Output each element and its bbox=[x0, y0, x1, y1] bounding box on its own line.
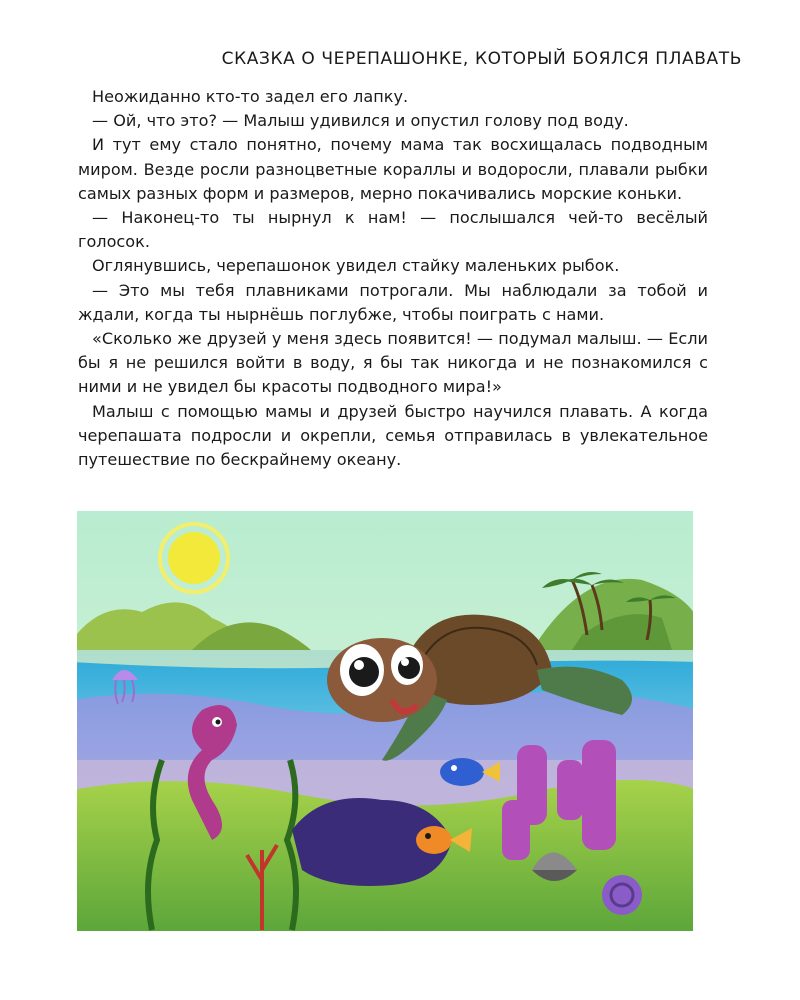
paragraph: — Это мы тебя плавниками потрогали. Мы наблюдали за тобой и ждали, когда ты нырнёшь поглубже, чтобы поиграть с нами. bbox=[78, 280, 708, 324]
illustration-svg bbox=[62, 500, 706, 938]
story-text bbox=[78, 85, 708, 472]
snail-shell bbox=[602, 875, 642, 915]
paragraph: И тут ему стало понятно, почему мама так восхищалась подводным миром. Везде росли разноцветные кораллы и водоросли, плавали рыбки самых разных форм и размеров, мерно покачивались морские коньки. bbox=[78, 135, 708, 203]
paragraph: — Наконец-то ты нырнул к нам! — послышался чей-то весёлый голосок. bbox=[78, 208, 708, 252]
paragraph: Неожиданно кто-то задел его лапку. bbox=[92, 87, 409, 106]
underwater-illustration bbox=[62, 500, 706, 938]
running-head: СКАЗКА О ЧЕРЕПАШОНКЕ, КОТОРЫЙ БОЯЛСЯ ПЛАВАТЬ bbox=[221, 49, 742, 69]
paragraph: — Ой, что это? — Малыш удивился и опустил голову под воду. bbox=[92, 111, 629, 131]
paragraph: «Сколько же друзей у меня здесь появится! — подумал малыш. — Если бы я не решился войти в воду, я бы так никогда и не познакомился с ними и не увидел бы красоты подводного мира!» bbox=[78, 329, 708, 397]
paragraph: Оглянувшись, черепашонок увидел стайку маленьких рыбок. bbox=[92, 256, 620, 276]
paragraph: Малыш с помощью мамы и друзей быстро научился плавать. А когда черепашата подросли и окрепли, семья отправилась в увлекательное путешествие по бескрайнему океану. bbox=[78, 401, 708, 470]
sun bbox=[160, 524, 228, 592]
